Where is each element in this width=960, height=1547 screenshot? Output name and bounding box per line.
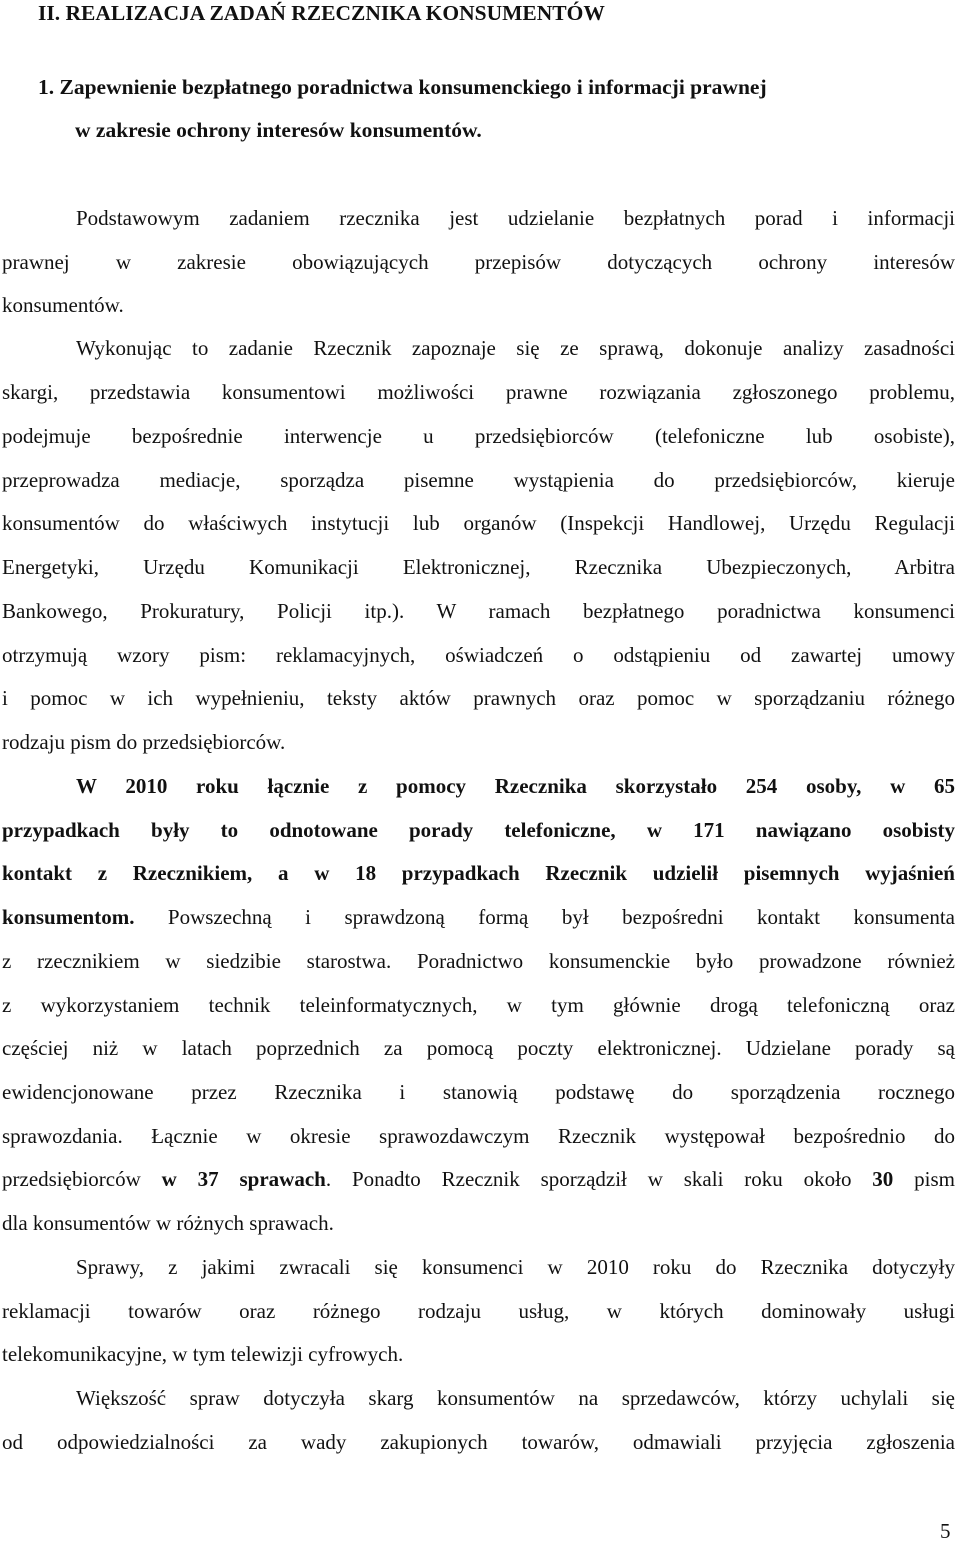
section-title: II. REALIZACJA ZADAŃ RZECZNIKA KONSUMENTÓW: [38, 1, 605, 25]
p3-line-4: [2, 902, 955, 932]
p3-line-10: [2, 1164, 955, 1194]
p3-line-10-a: przedsiębiorców: [2, 1167, 162, 1191]
p1-line-2: prawnej w zakresie obowiązujących przepisów dotyczących ochrony interesów: [2, 250, 955, 274]
p1-line-3: konsumentów.: [2, 293, 124, 317]
p4-line-1: Sprawy, z jakimi zwracali się konsumenci w 2010 roku do Rzecznika dotyczyły: [76, 1255, 955, 1279]
p3-line-10-bold-count: 30: [872, 1167, 894, 1191]
p3-line-6: z wykorzystaniem technik teleinformatycznych, w tym głównie drogą telefoniczną oraz: [2, 993, 955, 1017]
p3-line-11: dla konsumentów w różnych sprawach.: [2, 1211, 334, 1235]
p2-line-5: konsumentów do właściwych instytucji lub organów (Inspekcji Handlowej, Urzędu Regulacji: [2, 511, 955, 535]
p3-line-8: ewidencjonowane przez Rzecznika i stanowią podstawę do sporządzenia rocznego: [2, 1080, 955, 1104]
p3-line-5: z rzecznikiem w siedzibie starostwa. Poradnictwo konsumenckie było prowadzone również: [2, 949, 955, 973]
p2-line-10: rodzaju pism do przedsiębiorców.: [2, 730, 286, 754]
p2-line-9: i pomoc w ich wypełnieniu, teksty aktów prawnych oraz pomoc w sporządzaniu różnego: [2, 686, 955, 710]
p3-line-3: kontakt z Rzecznikiem, a w 18 przypadkach Rzecznik udzielił pisemnych wyjaśnień: [2, 861, 955, 885]
p2-line-2: skargi, przedstawia konsumentowi możliwości prawne rozwiązania zgłoszonego problemu,: [2, 380, 955, 404]
p3-line-9: sprawozdania. Łącznie w okresie sprawozdawczym Rzecznik występował bezpośrednio do: [2, 1124, 955, 1148]
p5-line-2: od odpowiedzialności za wady zakupionych towarów, odmawiali przyjęcia zgłoszenia: [2, 1430, 955, 1454]
p5-line-1: Większość spraw dotyczyła skarg konsumentów na sprzedawców, którzy uchylali się: [76, 1386, 955, 1410]
page-number: 5: [940, 1519, 951, 1543]
p3-line-7: częściej niż w latach poprzednich za pomocą poczty elektronicznej. Udzielane porady są: [2, 1036, 955, 1060]
p2-line-1: Wykonując to zadanie Rzecznik zapoznaje się ze sprawą, dokonuje analizy zasadności: [76, 336, 955, 360]
p3-line-10-c: . Ponadto Rzecznik sporządził w skali roku około: [325, 1167, 873, 1191]
p4-line-2: reklamacji towarów oraz różnego rodzaju usług, w których dominowały usługi: [2, 1299, 955, 1323]
p2-line-7: Bankowego, Prokuratury, Policji itp.). W ramach bezpłatnego poradnictwa konsumenci: [2, 599, 955, 623]
p4-line-3: telekomunikacyjne, w tym telewizji cyfrowych.: [2, 1342, 404, 1366]
p3-line-4-rest: Powszechną i sprawdzoną formą był bezpośredni kontakt konsumenta: [134, 905, 955, 929]
p2-line-4: przeprowadza mediacje, sporządza pisemne wystąpienia do przedsiębiorców, kieruje: [2, 468, 955, 492]
p3-line-2: przypadkach były to odnotowane porady telefoniczne, w 171 nawiązano osobisty: [2, 818, 955, 842]
subsection-title-line-1: 1. Zapewnienie bezpłatnego poradnictwa konsumenckiego i informacji prawnej: [38, 75, 767, 99]
p3-line-1: W 2010 roku łącznie z pomocy Rzecznika skorzystało 254 osoby, w 65: [76, 774, 955, 798]
p2-line-3: podejmuje bezpośrednie interwencje u przedsiębiorców (telefoniczne lub osobiste),: [2, 424, 955, 448]
p1-line-1: Podstawowym zadaniem rzecznika jest udzielanie bezpłatnych porad i informacji: [76, 206, 955, 230]
p3-line-10-bold-cases: w 37 sprawach: [161, 1167, 326, 1191]
subsection-title-line-2: w zakresie ochrony interesów konsumentów.: [75, 118, 482, 142]
p3-line-4-bold: konsumentom.: [2, 905, 135, 929]
p3-line-10-e: pism: [893, 1167, 955, 1191]
p2-line-6: Energetyki, Urzędu Komunikacji Elektronicznej, Rzecznika Ubezpieczonych, Arbitra: [2, 555, 955, 579]
p2-line-8: otrzymują wzory pism: reklamacyjnych, oświadczeń o odstąpieniu od zawartej umowy: [2, 643, 955, 667]
